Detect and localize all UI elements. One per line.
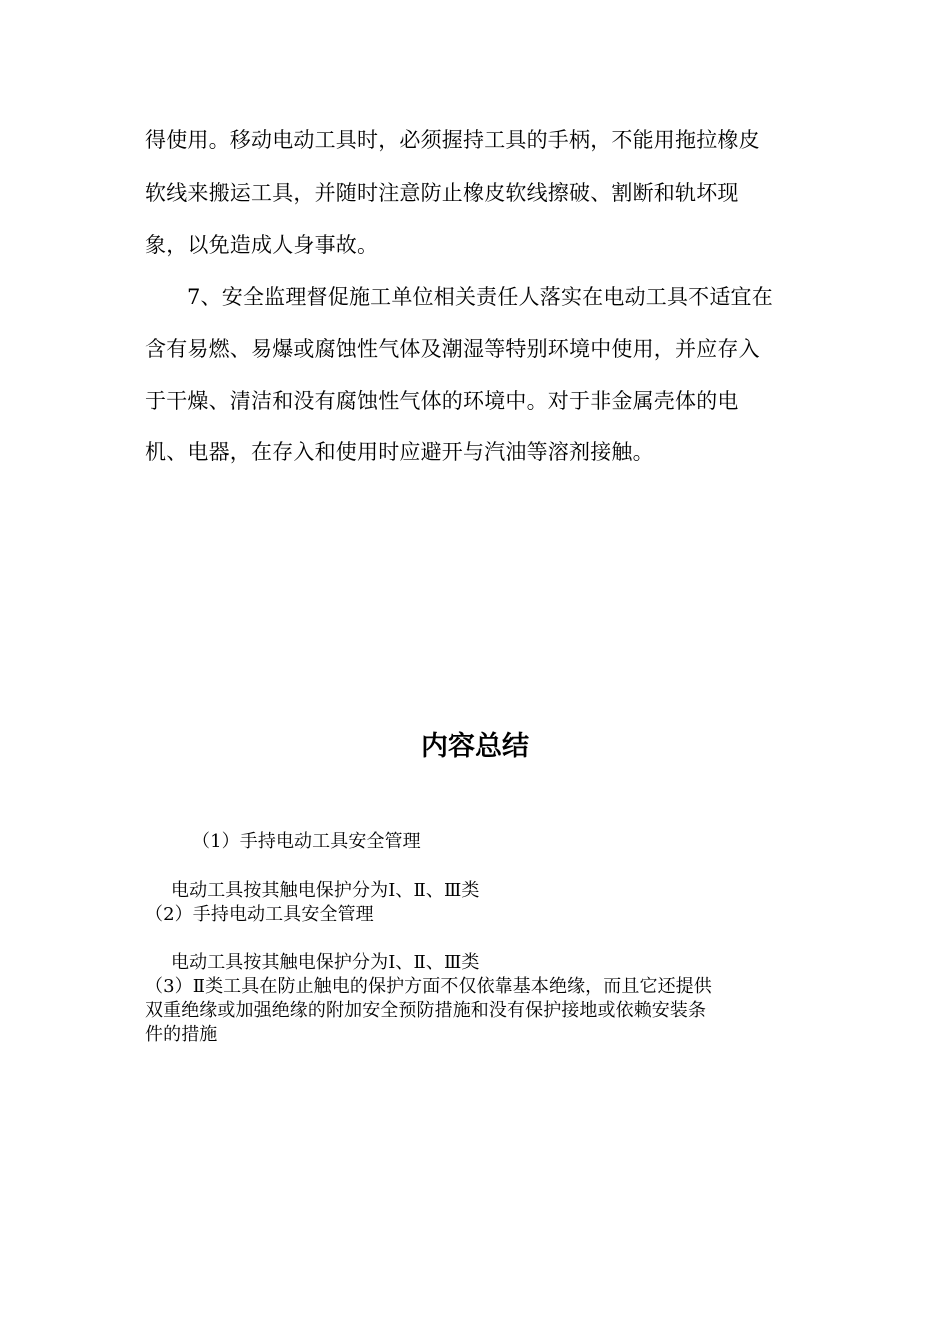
body-text-line: 于干燥、清洁和没有腐蚀性气体的环境中。对于非金属壳体的电 xyxy=(145,389,739,413)
summary-text: 电动工具按其触电保护分为Ⅰ、Ⅱ、Ⅲ类 xyxy=(171,952,480,973)
summary-text: （3）Ⅱ类工具在防止触电的保护方面不仅依靠基本绝缘，而且它还提供 xyxy=(145,976,712,997)
body-text-line: 得使用。移动电动工具时，必须握持工具的手柄，不能用拖拉橡皮 xyxy=(145,128,760,152)
body-text-line: 象，以免造成人身事故。 xyxy=(145,233,379,257)
summary-heading: （2）手持电动工具安全管理 xyxy=(145,904,374,925)
body-text-line: 7、安全监理督促施工单位相关责任人落实在电动工具不适宜在 xyxy=(187,285,773,309)
body-text-line: 含有易燃、易爆或腐蚀性气体及潮湿等特别环境中使用，并应存入 xyxy=(145,337,760,361)
summary-heading: （1）手持电动工具安全管理 xyxy=(192,831,421,852)
summary-text: 双重绝缘或加强绝缘的附加安全预防措施和没有保护接地或依赖安装条 xyxy=(145,1000,707,1021)
section-title: 内容总结 xyxy=(421,731,529,762)
body-text-line: 软线来搬运工具，并随时注意防止橡皮软线擦破、割断和轨坏现 xyxy=(145,181,739,205)
summary-text: 电动工具按其触电保护分为Ⅰ、Ⅱ、Ⅲ类 xyxy=(171,880,480,901)
body-text-line: 机、电器，在存入和使用时应避开与汽油等溶剂接触。 xyxy=(145,440,654,464)
summary-text: 件的措施 xyxy=(145,1024,218,1045)
